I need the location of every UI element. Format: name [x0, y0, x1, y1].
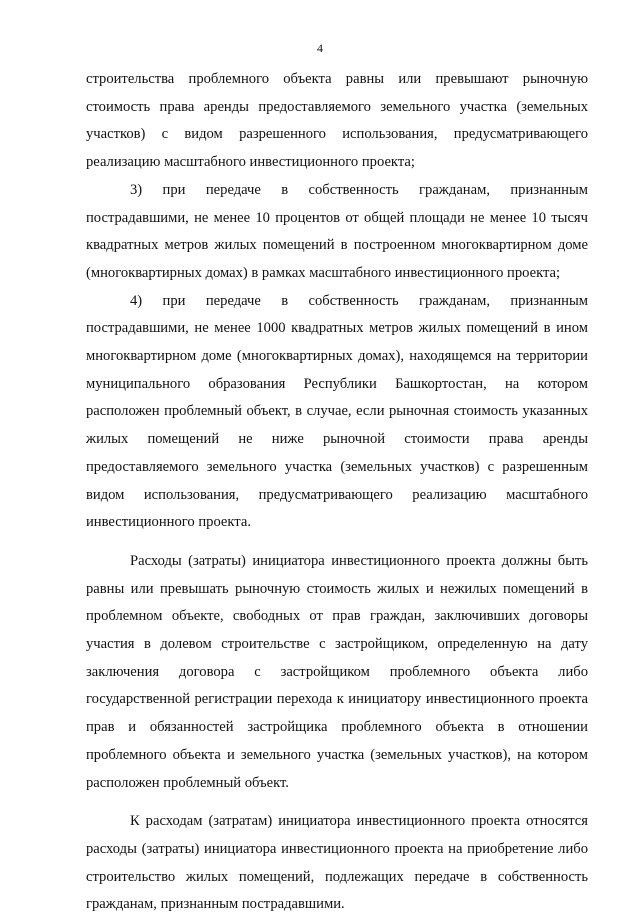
paragraph-continuation: строительства проблемного объекта равны или превышают рыночную стоимость права аренды предоставляемого земельного участка (земельных участков) с видом разрешенного использования, предусматривающего реализацию масштабного инвестиционного проекта; — [86, 71, 588, 171]
document-body — [86, 66, 588, 919]
list-item-3: 3) при передаче в собственность гражданам, признанным пострадавшими, не менее 10 процентов от общей площади не менее 10 тысяч квадратных метров жилых помещений в построенном многоквартирном доме (многоквартирных домах) в рамках масштабного инвестиционного проекта; — [86, 181, 588, 281]
list-item-4: 4) при передаче в собственность гражданам, признанным пострадавшими, не менее 1000 квадратных метров жилых помещений в ином многоквартирном доме (многоквартирных домах), находящемся на территории муниципального образования Республики Башкортостан, на котором расположен проблемный объект, в случае, если рыночная стоимость указанных жилых помещений не ниже рыночной стоимости права аренды предоставляемого земельного участка (земельных участков) с разрешенным видом использования, предусматривающего реализацию масштабного инвестиционного проекта. — [86, 292, 588, 531]
paragraph-expenses-include: К расходам (затратам) инициатора инвестиционного проекта относятся расходы (затраты) инициатора инвестиционного проекта на приобретение либо строительство жилых помещений, подлежащих передаче в собственность гражданам, признанным пострадавшими. — [86, 813, 588, 913]
page-number: 4 — [317, 41, 323, 55]
paragraph-expenses: Расходы (затраты) инициатора инвестиционного проекта должны быть равны или превышать рыночную стоимость жилых и нежилых помещений в проблемном объекте, свободных от прав граждан, заключивших договоры участия в долевом строительстве с застройщиком, определенную на дату заключения договора с застройщиком проблемного объекта либо государственной регистрации перехода к инициатору инвестиционного проекта прав и обязанностей застройщика проблемного объекта в отношении проблемного объекта и земельного участка (земельных участков), на котором расположен проблемный объект. — [86, 552, 588, 791]
